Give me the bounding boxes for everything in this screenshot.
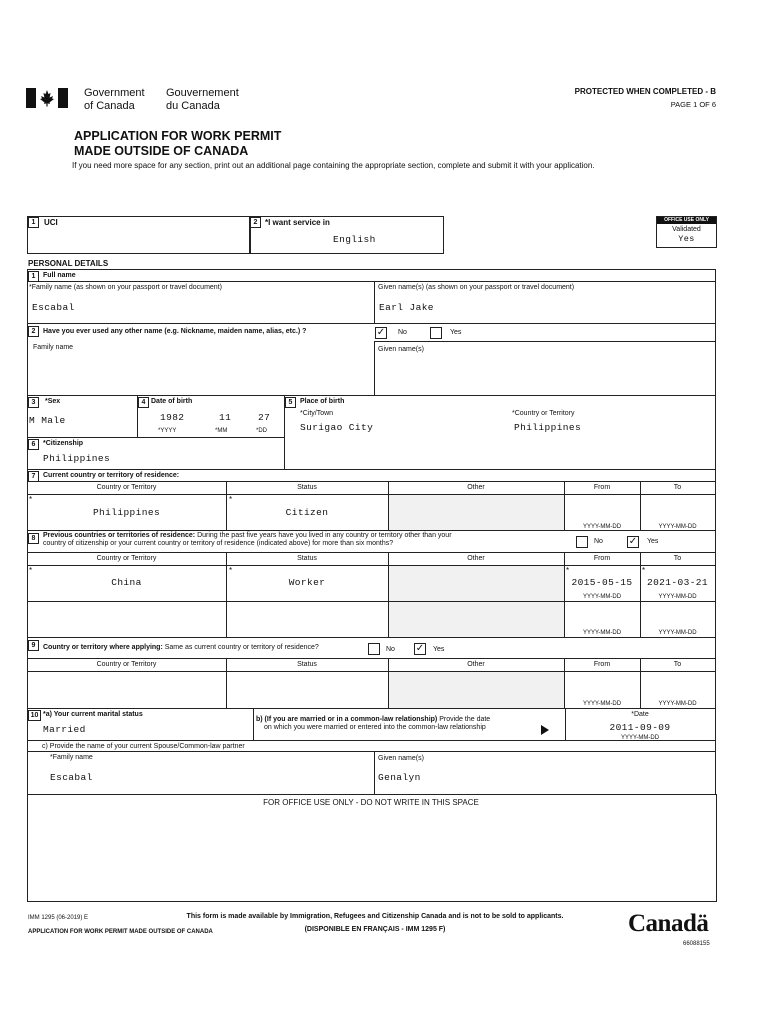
marriage-date-question-text: Provide the date <box>439 716 491 723</box>
col-header-from: From <box>593 661 611 668</box>
col-header-from: From <box>593 484 611 491</box>
col-header-status: Status <box>297 484 317 491</box>
date-format-hint: YYYY-MM-DD <box>658 524 697 530</box>
other-name-yes-checkbox[interactable] <box>430 327 442 339</box>
other-given-name-label: Given name(s) <box>378 346 424 353</box>
applying-country-question <box>43 644 319 652</box>
dob-label: Date of birth <box>151 398 193 405</box>
sex-field[interactable]: M Male <box>29 415 66 426</box>
instruction-note: If you need more space for any section, print out an additional page containing the appropriate section, complete and submit it with your application. <box>72 161 595 170</box>
date-format-hint: YYYY-MM-DD <box>582 524 622 530</box>
applying-same-no-label: No <box>386 646 395 653</box>
question-number: 2 <box>250 217 261 228</box>
question-number: 7 <box>28 471 39 482</box>
gov-en-name: Government of Canada <box>84 87 145 112</box>
col-header-status: Status <box>297 555 317 562</box>
uci-field[interactable] <box>44 234 234 246</box>
previous-from-date-field[interactable]: 2015-05-15 <box>571 577 633 588</box>
place-of-birth-label: Place of birth <box>300 398 345 405</box>
marriage-date-field[interactable]: 2011-09-09 <box>609 722 671 733</box>
previous-residence-yes-checkbox[interactable]: ✓ <box>628 536 638 547</box>
previous-residence-question <box>43 532 543 548</box>
office-use-area <box>27 794 717 902</box>
previous-residence-no-checkbox[interactable] <box>576 536 588 548</box>
col-header-other: Other <box>467 555 485 562</box>
col-header-other: Other <box>467 661 485 668</box>
previous-to-date-field[interactable]: 2021-03-21 <box>646 577 708 588</box>
dob-month-hint: *MM <box>215 428 228 434</box>
partner-name-question: c) Provide the name of your current Spouse/Common-law partner <box>42 743 245 750</box>
dob-day-field[interactable]: 27 <box>258 412 271 423</box>
service-label: *I want service in <box>265 218 330 227</box>
applying-same-yes-checkbox[interactable]: ✓ <box>415 643 425 654</box>
service-language-field[interactable]: English <box>333 234 376 245</box>
date-format-hint: YYYY-MM-DD <box>658 594 697 600</box>
question-number: 3 <box>28 397 39 408</box>
question-number: 2 <box>28 326 39 337</box>
question-number: 8 <box>28 533 39 544</box>
date-format-hint: YYYY-MM-DD <box>582 701 622 707</box>
office-use-box <box>656 216 717 248</box>
current-residence-label: Current country or territory of residence: <box>43 472 180 479</box>
previous-residence-text-2: country of citizenship or your current country or territory of residence (indicated above) for more than six months? <box>43 540 394 547</box>
question-number: 6 <box>28 439 39 450</box>
col-header-from: From <box>593 555 611 562</box>
partner-given-name-label: Given name(s) <box>378 755 424 762</box>
other-name-question: Have you ever used any other name (e.g. Nickname, maiden name, alias, etc.) ? <box>43 328 307 335</box>
date-format-hint: YYYY-MM-DD <box>582 594 622 600</box>
previous-residence-label: Previous countries or territories of residence: <box>43 532 196 539</box>
previous-country-field[interactable]: China <box>111 577 142 588</box>
birth-country-label: *Country or Territory <box>512 410 575 417</box>
marital-status-label: *a) Your current marital status <box>43 711 143 718</box>
col-header-country: Country or Territory <box>96 484 157 491</box>
marriage-date-label: *Date <box>631 711 649 718</box>
previous-residence-text: During the past five years have you lived in any country or territory other than your <box>197 532 452 539</box>
dob-year-hint: *YYYY <box>158 428 177 434</box>
form-id: IMM 1295 (06-2019) E <box>28 915 89 921</box>
partner-family-name-label: *Family name <box>50 754 93 761</box>
other-name-no-checkbox[interactable]: ✓ <box>376 327 386 338</box>
citizenship-field[interactable]: Philippines <box>43 453 111 464</box>
barcode-number: 66088155 <box>683 941 710 947</box>
given-name-label: Given name(s) (as shown on your passport or travel document) <box>378 284 575 291</box>
marriage-date-question-text-2: on which you were married or entered into the common-law relationship <box>264 724 486 731</box>
col-header-to: To <box>673 661 682 668</box>
question-number: 5 <box>285 397 296 408</box>
dob-day-hint: *DD <box>256 428 268 434</box>
full-name-label: Full name <box>43 272 76 279</box>
protected-label: PROTECTED WHEN COMPLETED - B <box>574 87 716 96</box>
office-use-notice: FOR OFFICE USE ONLY - DO NOT WRITE IN THIS SPACE <box>263 798 479 807</box>
applying-country-label: Country or territory where applying: <box>43 644 163 651</box>
dob-month-field[interactable]: 11 <box>219 412 232 423</box>
uci-label: UCI <box>44 218 58 227</box>
birth-country-field[interactable]: Philippines <box>514 422 582 433</box>
col-header-to: To <box>673 555 682 562</box>
col-header-to: To <box>673 484 682 491</box>
partner-given-name-field[interactable]: Genalyn <box>378 772 421 783</box>
question-number: 9 <box>28 640 39 651</box>
marriage-date-question <box>256 716 531 732</box>
current-status-field[interactable]: Citizen <box>285 507 329 518</box>
other-name-yes-label: Yes <box>450 329 462 336</box>
canada-flag-icon <box>26 88 68 108</box>
validated-value: Yes <box>678 234 695 244</box>
family-name-label: *Family name (as shown on your passport or travel document) <box>29 284 222 291</box>
previous-residence-no-label: No <box>594 538 603 545</box>
page-number: PAGE 1 OF 6 <box>670 100 716 109</box>
applying-same-yes-label: Yes <box>433 646 445 653</box>
other-family-name-label: Family name <box>33 344 74 351</box>
marriage-date-question-bold: b) (If you are married or in a common-law relationship) <box>256 716 438 723</box>
marital-status-field[interactable]: Married <box>43 724 86 735</box>
city-field[interactable]: Surigao City <box>300 422 374 433</box>
date-format-hint: YYYY-MM-DD <box>658 630 697 636</box>
current-country-field[interactable]: Philippines <box>92 507 161 518</box>
applying-same-no-checkbox[interactable] <box>368 643 380 655</box>
partner-family-name-field[interactable]: Escabal <box>50 772 93 783</box>
validated-label: Validated <box>672 226 701 233</box>
other-given-name-field[interactable] <box>378 358 712 392</box>
applying-country-text: Same as current country or territory of residence? <box>164 644 319 651</box>
date-format-hint: YYYY-MM-DD <box>620 735 660 741</box>
question-number: 4 <box>138 397 149 408</box>
previous-residence-yes-label: Yes <box>647 538 659 545</box>
personal-details-heading: PERSONAL DETAILS <box>28 259 109 268</box>
family-name-field[interactable]: Escabal <box>32 302 75 313</box>
footer-form-title: APPLICATION FOR WORK PERMIT MADE OUTSIDE OF CANADA <box>28 929 213 935</box>
other-family-name-field[interactable] <box>30 358 370 392</box>
given-name-field[interactable]: Earl Jake <box>379 302 434 313</box>
availability-notice: This form is made available by Immigration, Refugees and Citizenship Canada and is not to be sold to applicants. <box>186 913 564 920</box>
city-label: *City/Town <box>300 410 334 417</box>
col-header-country: Country or Territory <box>96 555 157 562</box>
previous-status-field[interactable]: Worker <box>288 577 326 588</box>
col-header-country: Country or Territory <box>96 661 157 668</box>
office-use-label: OFFICE USE ONLY <box>657 217 716 224</box>
date-format-hint: YYYY-MM-DD <box>582 630 622 636</box>
gov-fr-name: Gouvernement du Canada <box>166 87 239 112</box>
question-number: 1 <box>28 217 39 228</box>
play-arrow-icon <box>540 722 550 740</box>
col-header-status: Status <box>297 661 317 668</box>
canada-wordmark: Canadä <box>628 910 709 937</box>
citizenship-label: *Citizenship <box>43 440 84 447</box>
other-name-no-label: No <box>398 329 407 336</box>
question-number: 1 <box>28 271 39 282</box>
french-version-notice: (DISPONIBLE EN FRANÇAIS - IMM 1295 F) <box>304 926 446 933</box>
col-header-other: Other <box>467 484 485 491</box>
dob-year-field[interactable]: 1982 <box>160 412 185 423</box>
question-number: 10 <box>28 710 41 721</box>
form-title: APPLICATION FOR WORK PERMIT MADE OUTSIDE OF CANADA <box>74 129 282 158</box>
sex-label: *Sex <box>45 398 61 405</box>
date-format-hint: YYYY-MM-DD <box>658 701 697 707</box>
